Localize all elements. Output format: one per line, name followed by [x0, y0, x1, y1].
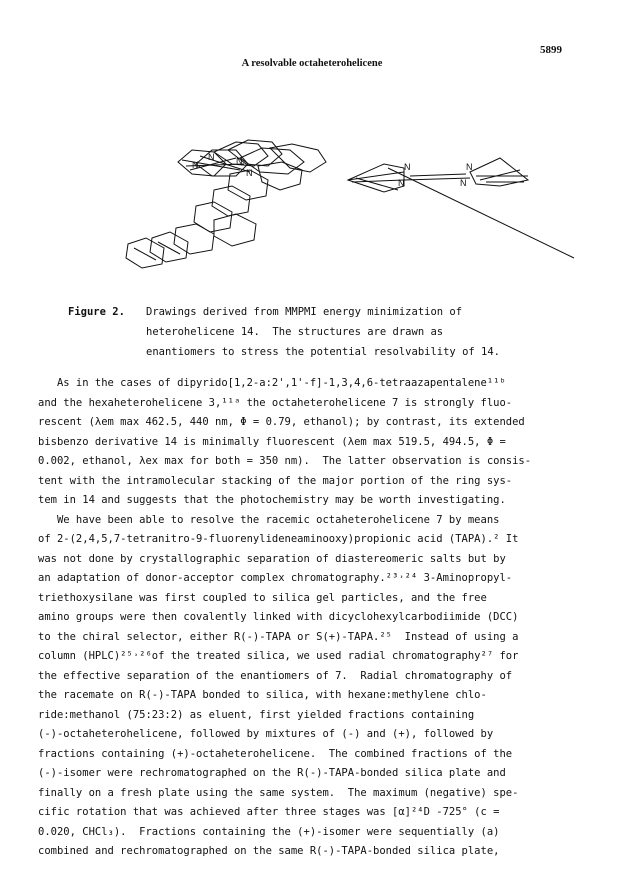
helicene-perspective-drawing	[126, 140, 326, 268]
body-line: 0.002, ethanol, λex max for both = 350 nm). The latter observation is consis-	[38, 455, 532, 467]
body-line: and the hexaheterohelicene 3,¹¹ᵃ the octaheterohelicene 7 is strongly fluo-	[38, 396, 513, 409]
body-line: We have been able to resolve the racemic octaheterohelicene 7 by means	[38, 513, 500, 526]
atom-label-n6: N	[398, 178, 405, 188]
body-line: combined and rechromatographed on the same R(-)-TAPA-bonded silica plate,	[38, 845, 500, 857]
body-line: the racemate on R(-)-TAPA bonded to silica, with hexane:methylene chlo-	[38, 689, 487, 701]
atom-label-n7: N	[466, 162, 473, 172]
body-line: the effective separation of the enantiomers of 7. Radial chromatography of	[38, 669, 513, 682]
caption-line: heterohelicene 14. The structures are drawn as	[146, 326, 444, 338]
body-line: finally on a fresh plate using the same system. The maximum (negative) spe-	[38, 786, 519, 799]
body-line: (-)-isomer were rechromatographed on the R(-)-TAPA-bonded silica plate and	[38, 767, 506, 779]
body-line: fractions containing (+)-octaheterohelicene. The combined fractions of the	[38, 747, 513, 760]
body-line: (-)-octaheterohelicene, followed by mixtures of (-) and (+), followed by	[38, 728, 494, 740]
body-line: to the chiral selector, either R(-)-TAPA or S(+)-TAPA.²⁵ Instead of using a	[38, 630, 519, 643]
body-line: amino groups were then covalently linked with dicyclohexylcarbodiimide (DCC)	[38, 611, 519, 623]
atom-label-n8: N	[460, 178, 467, 188]
figure-label: Figure 2.	[68, 306, 125, 318]
body-line: ride:methanol (75:23:2) as eluent, first yielded fractions containing	[38, 708, 475, 721]
page-number: 5899	[540, 44, 562, 56]
caption-line: enantiomers to stress the potential resolvability of 14.	[146, 346, 501, 358]
figure-caption	[68, 302, 500, 362]
atom-label-n5: N	[404, 162, 411, 172]
body-line: triethoxysilane was first coupled to silica gel particles, and the free	[38, 591, 487, 604]
body-line: of 2-(2,4,5,7-tetranitro-9-fluorenylideneaminooxy)propionic acid (TAPA).² It	[38, 533, 519, 545]
body-line: 0.020, CHCl₃). Fractions containing the (+)-isomer were sequentially (a)	[38, 825, 500, 838]
running-title: A resolvable octaheterohelicene	[241, 58, 383, 69]
atom-label-n2: N	[192, 160, 199, 170]
body-line: rescent (λem max 462.5, 440 nm, Φ = 0.79, ethanol); by contrast, its extended	[38, 416, 525, 428]
body-line: an adaptation of donor-acceptor complex chromatography.²³˒²⁴ 3-Aminopropyl-	[38, 572, 513, 584]
body-line: tent with the intramolecular stacking of the major portion of the ring sys-	[38, 474, 513, 487]
atom-label-n4: N	[246, 168, 253, 178]
figure-drawings	[0, 120, 624, 280]
body-text	[38, 374, 531, 862]
body-line: tem in 14 and suggests that the photochemistry may be worth investigating.	[38, 494, 506, 506]
body-line: As in the cases of dipyrido[1,2-a:2',1'-f]-1,3,4,6-tetraazapentalene¹¹ᵇ	[38, 377, 506, 389]
atom-label-n3: N	[236, 156, 243, 166]
body-line: column (HPLC)²⁵˒²⁶of the treated silica, we used radial chromatography²⁷ for	[38, 650, 519, 662]
body-line: was not done by crystallographic separation of diastereomeric salts but by	[38, 552, 506, 565]
atom-label-n1: N	[208, 152, 215, 162]
caption-line: Drawings derived from MMPMI energy minimization of	[146, 306, 463, 318]
body-line: cific rotation that was achieved after three stages was [α]²⁴D -725° (c =	[38, 806, 500, 818]
body-line: bisbenzo derivative 14 is minimally fluorescent (λem max 519.5, 494.5, Φ =	[38, 435, 506, 448]
helicene-edge-on-drawing	[348, 158, 574, 258]
